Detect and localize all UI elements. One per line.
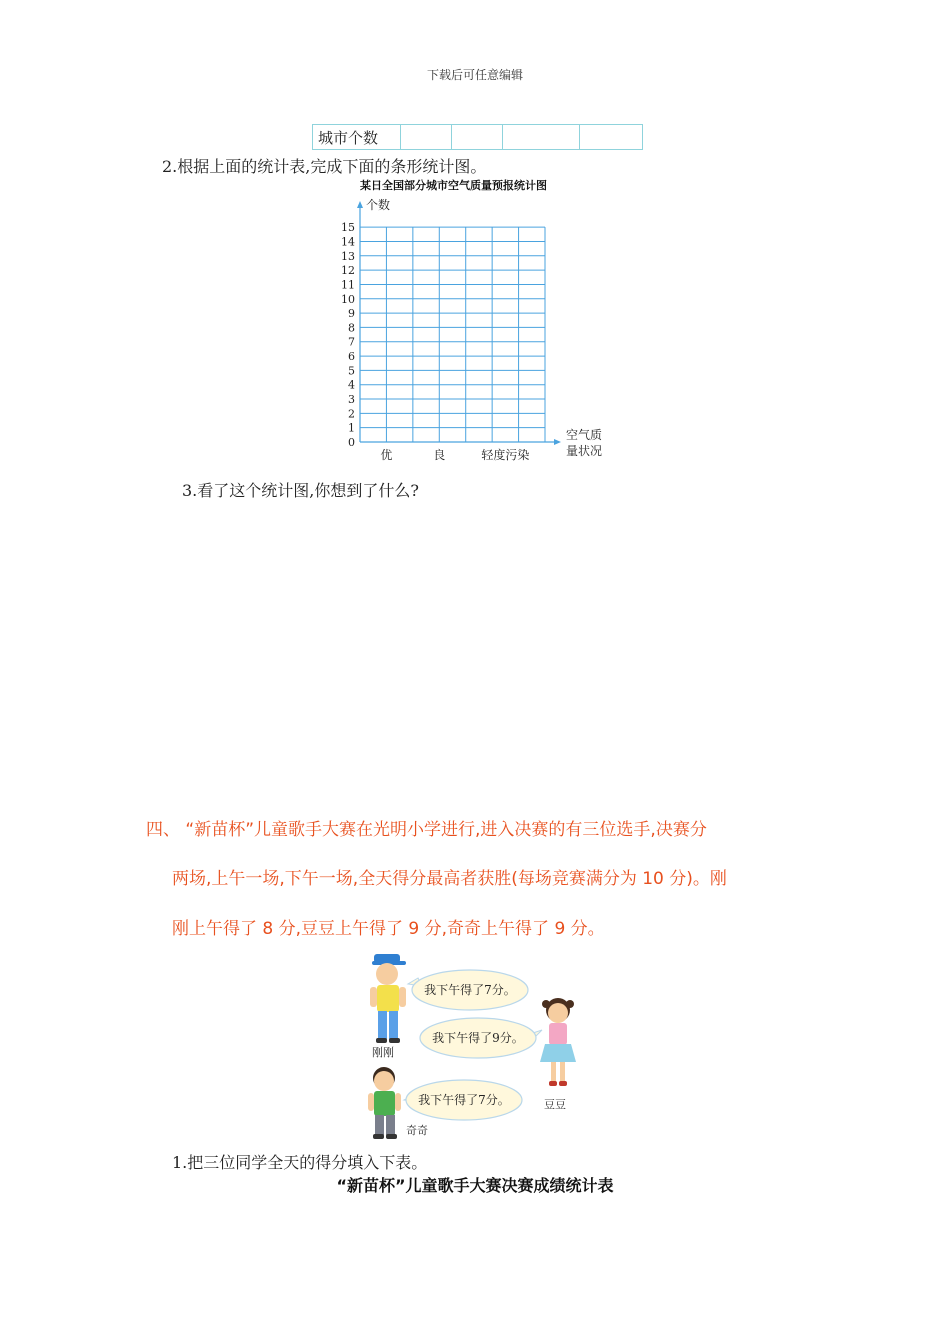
question-3: 3.看了这个统计图,你想到了什么? xyxy=(182,481,419,500)
bubble-text-3: 我下午得了7分。 xyxy=(418,1093,510,1107)
question-2: 2.根据上面的统计表,完成下面的条形统计图。 xyxy=(162,157,487,176)
x-category-label: 优 xyxy=(380,448,393,462)
y-tick-label: 4 xyxy=(348,378,355,392)
y-tick-label: 15 xyxy=(341,221,355,235)
name-qiqi: 奇奇 xyxy=(406,1124,428,1137)
name-doudou: 豆豆 xyxy=(544,1098,566,1111)
question-1: 1.把三位同学全天的得分填入下表。 xyxy=(172,1153,428,1172)
y-tick-label: 12 xyxy=(341,264,355,278)
section4-line-2: 两场,上午一场,下午一场,全天得分最高者获胜(每场竞赛满分为 10 分)。刚 xyxy=(172,869,727,889)
bar-chart xyxy=(330,192,630,467)
y-tick-label: 3 xyxy=(348,393,355,407)
table-cell xyxy=(580,125,643,150)
bubble-text-1: 我下午得了7分。 xyxy=(424,983,516,997)
score-table-title: “新苗杯”儿童歌手大赛决赛成绩统计表 xyxy=(336,1176,614,1195)
y-tick-label: 1 xyxy=(348,421,355,435)
y-tick-labels xyxy=(341,221,355,449)
header-note: 下载后可任意编辑 xyxy=(426,68,523,82)
boy-qiqi-figure xyxy=(368,1067,401,1139)
row-label: 城市个数 xyxy=(313,125,401,150)
y-tick-label: 14 xyxy=(341,235,355,249)
chart-grid xyxy=(360,227,545,442)
y-tick-label: 11 xyxy=(341,278,355,292)
chart-axes xyxy=(357,201,561,445)
table-cell xyxy=(452,125,503,150)
x-axis-label-line2: 量状况 xyxy=(566,444,603,458)
y-tick-label: 10 xyxy=(341,292,355,306)
y-axis-label: 个数 xyxy=(366,198,391,212)
y-tick-label: 8 xyxy=(348,321,355,335)
y-axis-arrow xyxy=(357,201,363,208)
chart-title: 某日全国部分城市空气质量预报统计图 xyxy=(360,179,547,192)
y-tick-label: 6 xyxy=(348,350,355,364)
y-tick-label: 0 xyxy=(348,436,355,449)
y-tick-label: 5 xyxy=(348,364,355,378)
name-gangang: 刚刚 xyxy=(372,1046,394,1059)
x-category-label: 轻度污染 xyxy=(481,448,530,462)
table-row xyxy=(313,125,643,150)
bubble-text-2: 我下午得了9分。 xyxy=(432,1031,524,1045)
table-cell xyxy=(401,125,452,150)
girl-doudou-figure xyxy=(540,998,576,1086)
x-category-labels xyxy=(380,447,529,462)
section4-line-1: 四、 “新苗杯”儿童歌手大赛在光明小学进行,进入决赛的有三位选手,决赛分 xyxy=(146,820,707,840)
boy-gangang-figure xyxy=(370,954,406,1043)
x-axis-arrow xyxy=(554,439,561,445)
y-tick-label: 13 xyxy=(341,249,355,263)
x-axis-label-line1: 空气质 xyxy=(566,428,603,442)
y-tick-label: 7 xyxy=(348,335,355,349)
city-count-table xyxy=(312,124,643,150)
y-tick-label: 9 xyxy=(348,307,355,321)
children-illustration xyxy=(360,950,600,1145)
table-cell xyxy=(503,125,580,150)
x-category-label: 良 xyxy=(433,448,446,462)
section4-line-3: 刚上午得了 8 分,豆豆上午得了 9 分,奇奇上午得了 9 分。 xyxy=(172,919,605,939)
y-tick-label: 2 xyxy=(348,407,355,421)
